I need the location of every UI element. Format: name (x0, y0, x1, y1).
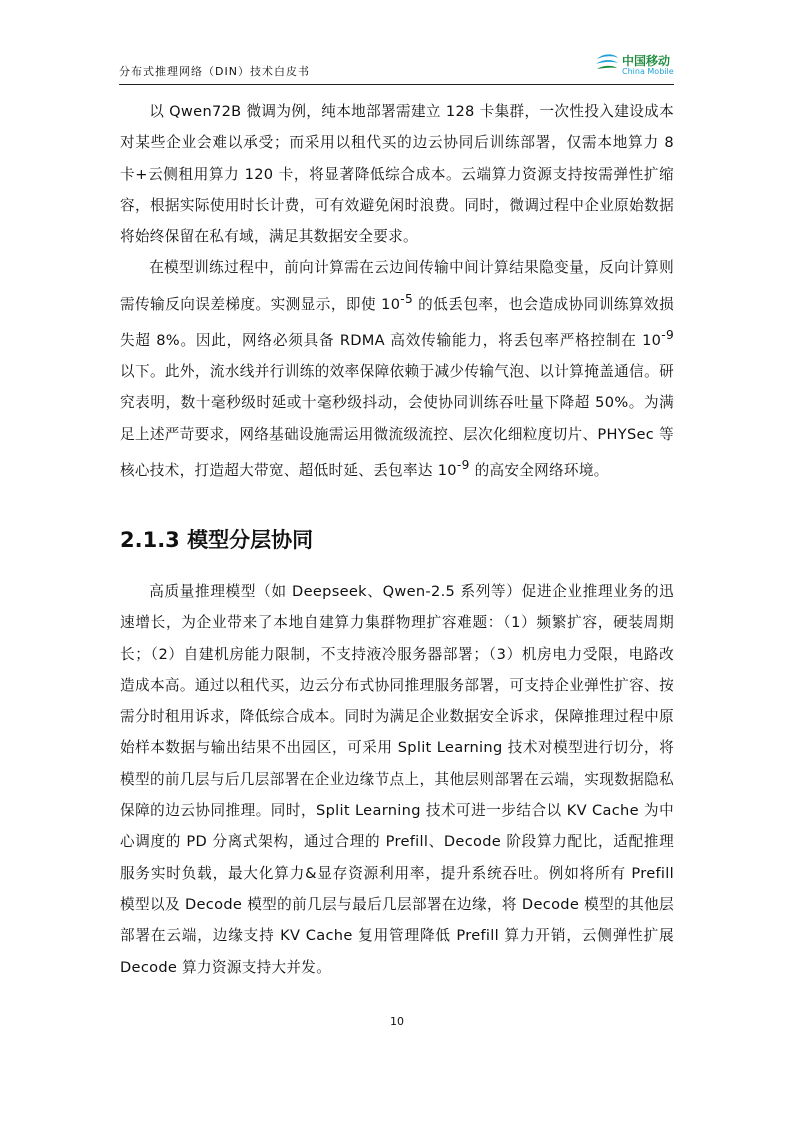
superscript: -9 (456, 457, 470, 472)
paragraph: 以 Qwen72B 微调为例，纯本地部署需建立 128 卡集群，一次性投入建设成本对某些企业会难以承受；而采用以租代买的边云协同后训练部署，仅需本地算力 8 卡+云侧租用算力 120 卡，将显著降低综合成本。云端算力资源支持按需弹性扩缩容，根据实际使用时长计费，可有效避免闲时浪费。同时，微调过程中企业原始数据将始终保留在私有域，满足其数据安全要求。 (120, 103, 674, 246)
paragraph-text: 的高安全网络环境。 (469, 461, 609, 479)
logo-text-cn: 中国移动 (622, 54, 671, 68)
paragraph-text: 的低丢包率，也会造成协同训练算效损失超 8%。因此，网络必须具备 RDMA 高效传输能力，将丢包率严格控制在 10 (120, 295, 674, 349)
paragraph: 高质量推理模型（如 Deepseek、Qwen-2.5 系列等）促进企业推理业务的迅速增长，为企业带来了本地自建算力集群物理扩容难题：（1）频繁扩容，硬装周期长；（2）自建机房能力限制，不支持液冷服务器部署；（3）机房电力受限，电路改造成本高。通过以租代买，边云分布式协同推理服务部署，可支持企业弹性扩容、按需分时租用诉求，降低综合成本。同时为满足企业数据安全诉求，保障推理过程中原始样本数据与输出结果不出园区，可采用 Split Learning 技术对模型进行切分，将模型的前几层与后几层部署在企业边缘节点上，其他层则部署在云端，实现数据隐私保障的边云协同推理。同时，Split Learning 技术可进一步结合以 KV Cache 为中心调度的 PD 分离式架构，通过合理的 Prefill、Decode 阶段算力配比，适配推理服务实时负载，最大化算力&显存资源利用率，提升系统吞吐。例如将所有 Prefill 模型以及 Decode 模型的前几层与最后几层部署在边缘，将 Decode 模型的其他层部署在云端，边缘支持 KV Cache 复用管理降低 Prefill 算力开销，云侧弹性扩展 Decode 算力资源支持大并发。 (120, 583, 674, 976)
paragraph (120, 252, 674, 486)
section-body-1 (120, 96, 674, 486)
section-body-2 (120, 576, 674, 983)
china-mobile-logo (594, 48, 674, 82)
section-heading: 2.1.3 模型分层协同 (120, 528, 314, 552)
superscript: -5 (400, 291, 414, 306)
paragraph-text: 在模型训练过程中，前向计算需在云边间传输中间计算结果隐变量，反向计算则需传输反向误差梯度。实测显示，即使 10 (120, 259, 674, 313)
page-header (119, 44, 674, 85)
logo-text-en: China Mobile (622, 67, 674, 76)
china-mobile-logo-icon (594, 50, 620, 76)
document-title: 分布式推理网络（DIN）技术白皮书 (119, 65, 310, 78)
superscript: -9 (661, 327, 674, 342)
page-number: 10 (390, 1015, 404, 1028)
paragraph-text: 以下。此外，流水线并行训练的效率保障依赖于减少传输气泡、以计算掩盖通信。研究表明，数十毫秒级时延或十毫秒级抖动，会使协同训练吞吐量下降超 50%。为满足上述严苛要求，网络基础设施需运用微流级流控、层次化细粒度切片、PHYSec 等核心技术，打造超大带宽、超低时延、丢包率达 10 (120, 363, 674, 479)
